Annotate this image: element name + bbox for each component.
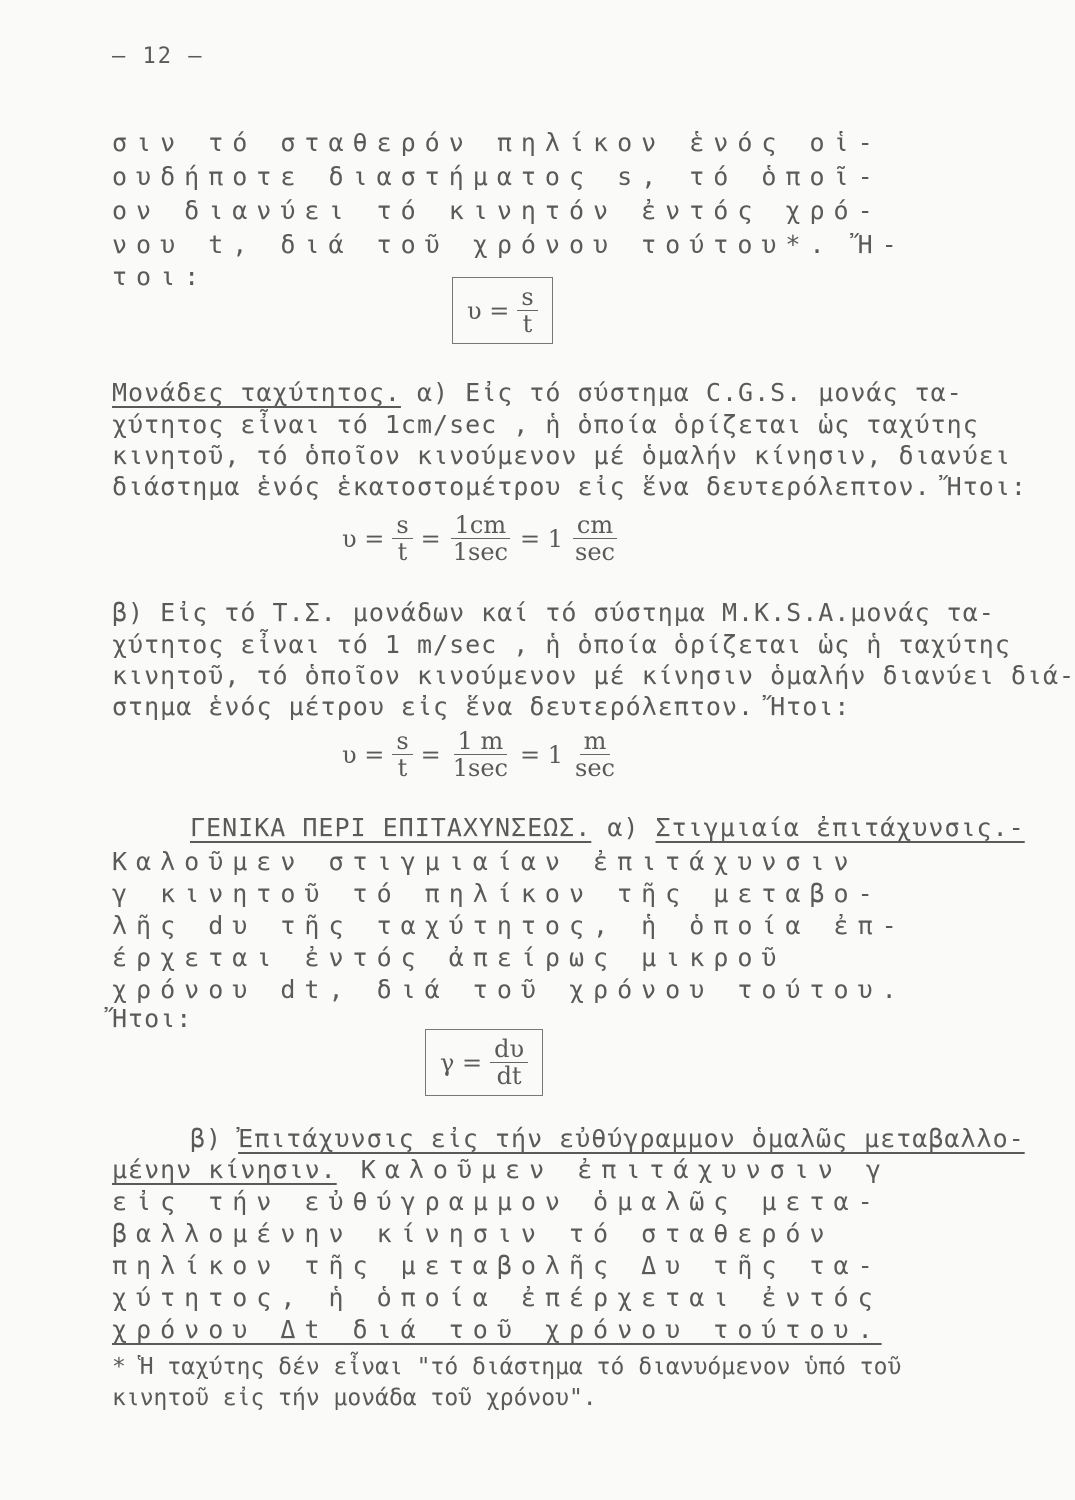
text-line: Ἤτοι: [112, 1004, 193, 1033]
text-line: β) Εἰς τό Τ.Σ. μονάδων καί τό σύστημα M.K.S.A.μονάς τα- [112, 598, 995, 627]
numerator: m [580, 728, 611, 755]
fraction [392, 512, 412, 565]
text-line [112, 378, 964, 408]
denominator: t [522, 310, 533, 338]
numerator: dυ [490, 1036, 528, 1063]
text-line: χύτητος εἶναι τό 1 m/sec , ἡ ὁποία ὁρίζεται ὡς ἡ ταχύτης [112, 630, 1011, 659]
numerator: s [392, 728, 412, 755]
text-line: Καλοῦμεν στιγμιαίαν ἐπιτάχυνσιν [112, 847, 858, 876]
section-heading: ΓΕΝΙΚΑ ΠΕΡΙ ΕΠΙΤΑΧΥΝΣΕΩΣ. [190, 813, 592, 842]
text-line: χρόνου dt, διά τοῦ χρόνου τούτου. [112, 975, 906, 1004]
denominator: t [397, 538, 408, 566]
text-line: νου t, διά τοῦ χρόνου τούτου*. Ἤ- [112, 230, 906, 259]
text-line: βαλλομένην κίνησιν τό σταθερόν [112, 1219, 834, 1248]
denominator: sec [575, 538, 615, 566]
page-number: – 12 – [112, 44, 204, 69]
numerator: s [517, 284, 537, 311]
footnote-line: * Ἡ ταχύτης δέν εἶναι "τό διάστημα τό διανυόμενον ὑπό τοῦ [112, 1354, 902, 1380]
numerator: 1 m [454, 728, 508, 755]
fraction [449, 512, 512, 565]
formula-lhs: υ = [467, 296, 510, 325]
text-line: τοι: [112, 262, 209, 291]
text-line: στημα ἑνός μέτρου εἰς ἕνα δευτερόλεπτον. Ἤτοι: [112, 692, 851, 721]
text-line: χύτητος, ἡ ὁποία ἐπέρχεται ἐντός [112, 1283, 882, 1312]
fraction [392, 728, 412, 781]
denominator: 1sec [452, 754, 508, 782]
text-line: ουδήποτε διαστήματος s, τό ὁποῖ- [112, 162, 882, 191]
text-span: β) [190, 1124, 239, 1153]
text-line: λῆς dυ τῆς ταχύτητος, ἡ ὁποία ἐπ- [112, 911, 906, 940]
text-line: χύτητος εἶναι τό 1cm/sec , ἡ ὁποία ὁρίζεται ὡς ταχύτης [112, 410, 979, 439]
formula-velocity [452, 277, 553, 344]
text-line: πηλίκον τῆς μεταβολῆς Δυ τῆς τα- [112, 1251, 882, 1280]
denominator: dt [496, 1062, 522, 1090]
text-line: εἰς τήν εὐθύγραμμον ὁμαλῶς μετα- [112, 1187, 882, 1216]
text-line: γ κινητοῦ τό πηλίκον τῆς μεταβο- [112, 879, 882, 908]
fraction [571, 728, 619, 781]
subsection-heading: Στιγμιαία ἐπιτάχυνσις.- [655, 813, 1025, 842]
text-line: ον διανύει τό κινητόν ἐντός χρό- [112, 196, 882, 225]
text-line [190, 1124, 1025, 1154]
fraction [571, 512, 619, 565]
text-line: διάστημα ἑνός ἑκατοστομέτρου εἰς ἕνα δευτερόλεπτον. Ἤτοι: [112, 472, 1027, 501]
denominator: t [397, 754, 408, 782]
fraction [449, 728, 512, 781]
denominator: 1sec [452, 538, 508, 566]
numerator: cm [573, 512, 617, 539]
equals-sign: = 1 [520, 740, 564, 769]
formula-lhs: γ = [440, 1048, 483, 1077]
equals-sign: = [420, 740, 441, 769]
numerator: 1cm [451, 512, 510, 539]
equals-sign: = [420, 524, 441, 553]
subsection-heading: Ἐπιτάχυνσις εἰς τήν εὐθύγραμμον ὁμαλῶς μεταβαλλο- [238, 1124, 1025, 1153]
text-line: χρόνου Δt διά τοῦ χρόνου τούτου. [112, 1315, 882, 1344]
fraction [517, 284, 537, 337]
formula-mksa-unit [342, 728, 619, 781]
equals-sign: = 1 [520, 524, 564, 553]
text-line [190, 813, 1025, 843]
formula-cgs-unit [342, 512, 619, 565]
fraction [490, 1036, 528, 1089]
formula-acceleration [425, 1029, 543, 1096]
text-line: έρχεται ἐντός ἀπείρως μικροῦ [112, 943, 786, 972]
numerator: s [392, 512, 412, 539]
text-line: σιν τό σταθερόν πηλίκον ἑνός οἱ- [112, 128, 882, 157]
formula-lhs: υ = [342, 740, 385, 769]
text-line [112, 1155, 964, 1185]
text-span: Καλοῦμεν ἐπιτάχυνσιν γ [336, 1155, 890, 1184]
subsection-heading: μένην κίνησιν. [112, 1155, 337, 1184]
footnote-line: κινητοῦ εἰς τήν μονάδα τοῦ χρόνου". [112, 1385, 597, 1411]
text-line: κινητοῦ, τό ὁποῖον κινούμενον μέ κίνησιν ὁμαλήν διανύει διά- [112, 661, 1075, 690]
denominator: sec [575, 754, 615, 782]
text-span: α) [591, 813, 656, 842]
formula-lhs: υ = [342, 524, 385, 553]
section-heading: Μονάδες ταχύτητος. [112, 378, 401, 407]
text-span: α) Εἰς τό σύστημα C.G.S. μονάς τα- [400, 378, 963, 407]
text-line: κινητοῦ, τό ὁποῖον κινούμενον μέ ὁμαλήν κίνησιν, διανύει [112, 441, 1011, 470]
